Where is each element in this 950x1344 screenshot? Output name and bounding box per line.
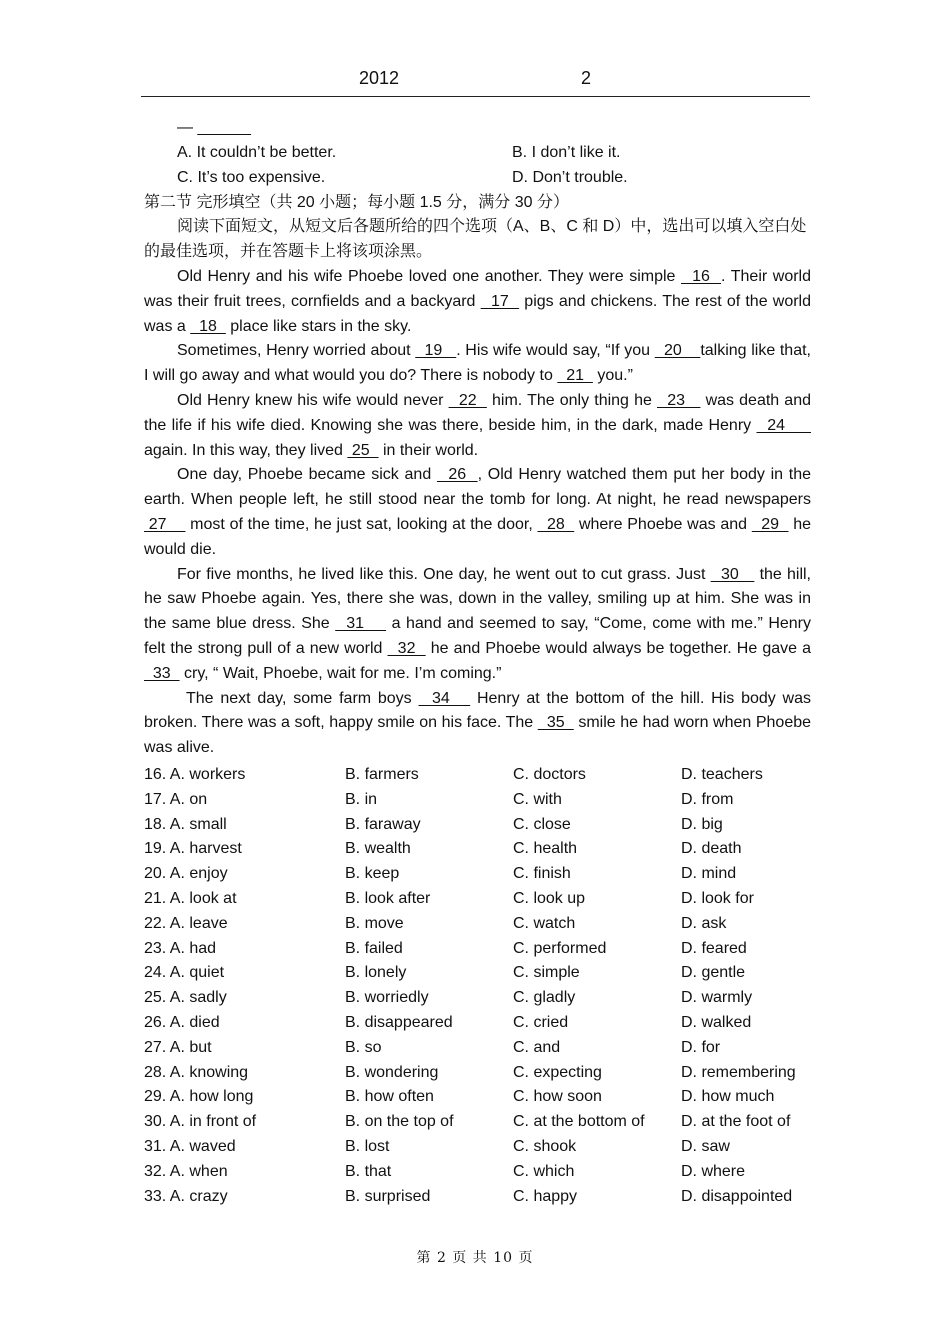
option-row <box>144 1185 811 1210</box>
option-choice: 20. A. enjoy <box>144 865 228 883</box>
option-choice: 21. A. look at <box>144 889 237 907</box>
blank-18: 18 <box>190 317 226 335</box>
option-choice: B. faraway <box>345 815 421 833</box>
option-choice: D. warmly <box>681 989 753 1007</box>
passage-paragraph-5: For five months, he lived like this. One day, he went out to cut grass. Just 30 the hill, he saw Phoebe again. Yes, there she was, down in the valley, smiling up at him. She was in the same blue dress. She 31 a hand and seemed to say, “Come, come with me.” Henry felt the strong pull of a new world 32 he and Phoebe would always be together. He gave a 33 cry, “ Wait, Phoebe, wait for me. I’m coming.” <box>144 565 812 682</box>
option-choice: C. gladly <box>513 989 576 1007</box>
option-choice: 22. A. leave <box>144 914 228 932</box>
option-row <box>144 1011 811 1036</box>
option-choice: B. look after <box>345 889 431 907</box>
option-choice: C. at the bottom of <box>513 1113 645 1131</box>
option-choice: 29. A. how long <box>144 1088 254 1106</box>
passage-paragraph-3: Old Henry knew his wife would never 22 him. The only thing he 23 was death and the life if his wife died. Knowing she was there, beside him, in the dark, made Henry 24 again. In this way, they lived 25 in their world. <box>144 391 812 459</box>
option-row <box>144 986 811 1011</box>
option-choice: 28. A. knowing <box>144 1063 249 1081</box>
option-choice: B. farmers <box>345 766 419 783</box>
option-choice: D. disappointed <box>681 1187 793 1205</box>
option-choice: C. with <box>513 790 562 808</box>
blank-34: 34 <box>418 689 471 707</box>
option-choice: 32. A. when <box>144 1162 228 1180</box>
header-year: 2012 <box>359 68 400 88</box>
blank-30: 30 <box>710 565 755 583</box>
blank-19: 19 <box>415 342 457 360</box>
option-row <box>144 1135 811 1160</box>
option-row <box>144 837 811 862</box>
option-choice: C. and <box>513 1038 561 1056</box>
option-row <box>144 961 811 986</box>
option-choice: C. happy <box>513 1187 578 1205</box>
blank-25: 25 <box>347 441 379 459</box>
option-choice: C. performed <box>513 939 607 957</box>
option-choice: 17. A. on <box>144 790 208 808</box>
blank-31: 31 <box>335 615 387 633</box>
option-choice: D. remembering <box>681 1063 796 1081</box>
passage-paragraph-4: One day, Phoebe became sick and 26 , Old Henry watched them put her body in the earth. When people left, he still stood near the tomb for long. At night, he read newspapers 27 most of the time, he just sat, looking at the door, 28 where Phoebe was and 29 he would die. <box>144 466 812 558</box>
option-choice: D. where <box>681 1162 746 1180</box>
option-choice: C. shook <box>513 1137 577 1155</box>
option-choice: B. worriedly <box>345 989 429 1007</box>
option-choice: B. keep <box>345 865 400 883</box>
answer-options <box>144 763 811 1209</box>
prev-question-blank: — ______ <box>177 119 251 136</box>
option-row <box>144 788 811 813</box>
blank-28: 28 <box>537 515 575 533</box>
option-choice: 23. A. had <box>144 939 217 957</box>
section-title: 第二节 完形填空（共 20 小题；每小题 1.5 分，满分 30 分） <box>144 194 569 211</box>
option-choice: C. how soon <box>513 1088 602 1106</box>
blank-35: 35 <box>537 714 574 732</box>
option-choice: D. how much <box>681 1088 775 1106</box>
option-choice: D. from <box>681 790 734 808</box>
page-footer: 第 2 页 共 10 页 <box>416 1250 534 1266</box>
option-choice: B. in <box>345 790 378 808</box>
option-row <box>144 813 811 838</box>
option-row <box>144 912 811 937</box>
option-choice: D. gentle <box>681 964 746 982</box>
option-row <box>144 1110 811 1135</box>
passage-paragraph-2: Sometimes, Henry worried about 19 . His wife would say, “If you 20 talking like that, I will go away and what would you do? There is nobody to 21 you.” <box>144 342 811 385</box>
option-choice: D. feared <box>681 939 747 957</box>
blank-22: 22 <box>448 391 487 409</box>
option-choice: 27. A. but <box>144 1038 212 1056</box>
option-choice: B. lost <box>345 1137 390 1155</box>
option-choice: 18. A. small <box>144 815 227 833</box>
option-choice: B. so <box>345 1038 382 1056</box>
blank-32: 32 <box>387 639 426 657</box>
option-choice: D. walked <box>681 1013 752 1031</box>
option-choice: C. doctors <box>513 766 586 783</box>
option-choice: C. which <box>513 1162 575 1180</box>
option-row <box>144 763 811 788</box>
option-choice: D. at the foot of <box>681 1113 791 1131</box>
option-choice: 31. A. waved <box>144 1137 236 1155</box>
option-row <box>144 862 811 887</box>
blank-33: 33 <box>144 664 180 682</box>
option-choice: 24. A. quiet <box>144 964 225 982</box>
option-choice: B. wealth <box>345 840 411 858</box>
blank-29: 29 <box>751 515 789 533</box>
cloze-passage <box>144 265 811 761</box>
option-choice: D. for <box>681 1038 721 1056</box>
page-header <box>141 66 810 97</box>
option-choice: D. big <box>681 815 723 833</box>
option-choice: B. lonely <box>345 964 407 982</box>
passage-paragraph-6: The next day, some farm boys 34 Henry at the bottom of the hill. His body was broken. There was a soft, happy smile on his face. The 35 smile he had worn when Phoebe was alive. <box>144 689 812 757</box>
option-choice: B. that <box>345 1162 392 1180</box>
header-page-number: 2 <box>581 68 592 88</box>
option-choice: 19. A. harvest <box>144 840 242 858</box>
prev-option-d: D. Don’t trouble. <box>512 169 628 186</box>
prev-option-b: B. I don’t like it. <box>512 144 621 161</box>
passage-paragraph-1: Old Henry and his wife Phoebe loved one another. They were simple 16 . Their world was their fruit trees, cornfields and a backyard 17 pigs and chickens. The rest of the world was a 18 place like stars in the sky. <box>144 268 812 335</box>
section-instructions: 阅读下面短文，从短文后各题所给的四个选项（A、B、C 和 D）中，选出可以填入空白处的最佳选项，并在答题卡上将该项涂黑。 <box>144 218 807 260</box>
option-choice: C. finish <box>513 865 571 883</box>
option-choice: 16. A. workers <box>144 766 246 783</box>
option-row <box>144 937 811 962</box>
option-row <box>144 887 811 912</box>
option-choice: 33. A. crazy <box>144 1187 228 1205</box>
blank-27: 27 <box>144 515 186 533</box>
blank-17: 17 <box>480 292 520 310</box>
option-choice: B. disappeared <box>345 1013 453 1031</box>
option-choice: B. how often <box>345 1088 434 1106</box>
option-choice: D. saw <box>681 1137 730 1155</box>
blank-26: 26 <box>436 466 478 484</box>
option-choice: C. expecting <box>513 1063 602 1081</box>
option-choice: C. health <box>513 840 578 858</box>
option-choice: B. move <box>345 914 404 932</box>
option-choice: C. watch <box>513 914 576 932</box>
option-choice: D. mind <box>681 865 737 883</box>
option-choice: D. look for <box>681 889 754 907</box>
option-choice: C. close <box>513 815 571 833</box>
option-choice: D. death <box>681 840 742 858</box>
option-choice: B. on the top of <box>345 1113 454 1131</box>
option-choice: 25. A. sadly <box>144 989 227 1007</box>
option-choice: B. wondering <box>345 1063 439 1081</box>
blank-23: 23 <box>657 391 701 409</box>
blank-24: 24 <box>756 416 811 434</box>
option-row <box>144 1061 811 1086</box>
option-row <box>144 1085 811 1110</box>
option-choice: 26. A. died <box>144 1013 220 1031</box>
prev-option-a: A. It couldn’t be better. <box>177 144 337 161</box>
option-choice: D. teachers <box>681 766 763 783</box>
option-row <box>144 1160 811 1185</box>
option-choice: C. look up <box>513 889 586 907</box>
blank-21: 21 <box>557 367 593 385</box>
option-choice: C. simple <box>513 964 580 982</box>
option-choice: C. cried <box>513 1013 569 1031</box>
blank-16: 16 <box>681 268 722 285</box>
option-choice: B. surprised <box>345 1187 431 1205</box>
prev-option-c: C. It’s too expensive. <box>177 169 326 186</box>
blank-20: 20 <box>654 342 701 360</box>
option-choice: D. ask <box>681 914 727 932</box>
option-choice: 30. A. in front of <box>144 1113 257 1131</box>
option-choice: B. failed <box>345 939 403 957</box>
option-row <box>144 1036 811 1061</box>
